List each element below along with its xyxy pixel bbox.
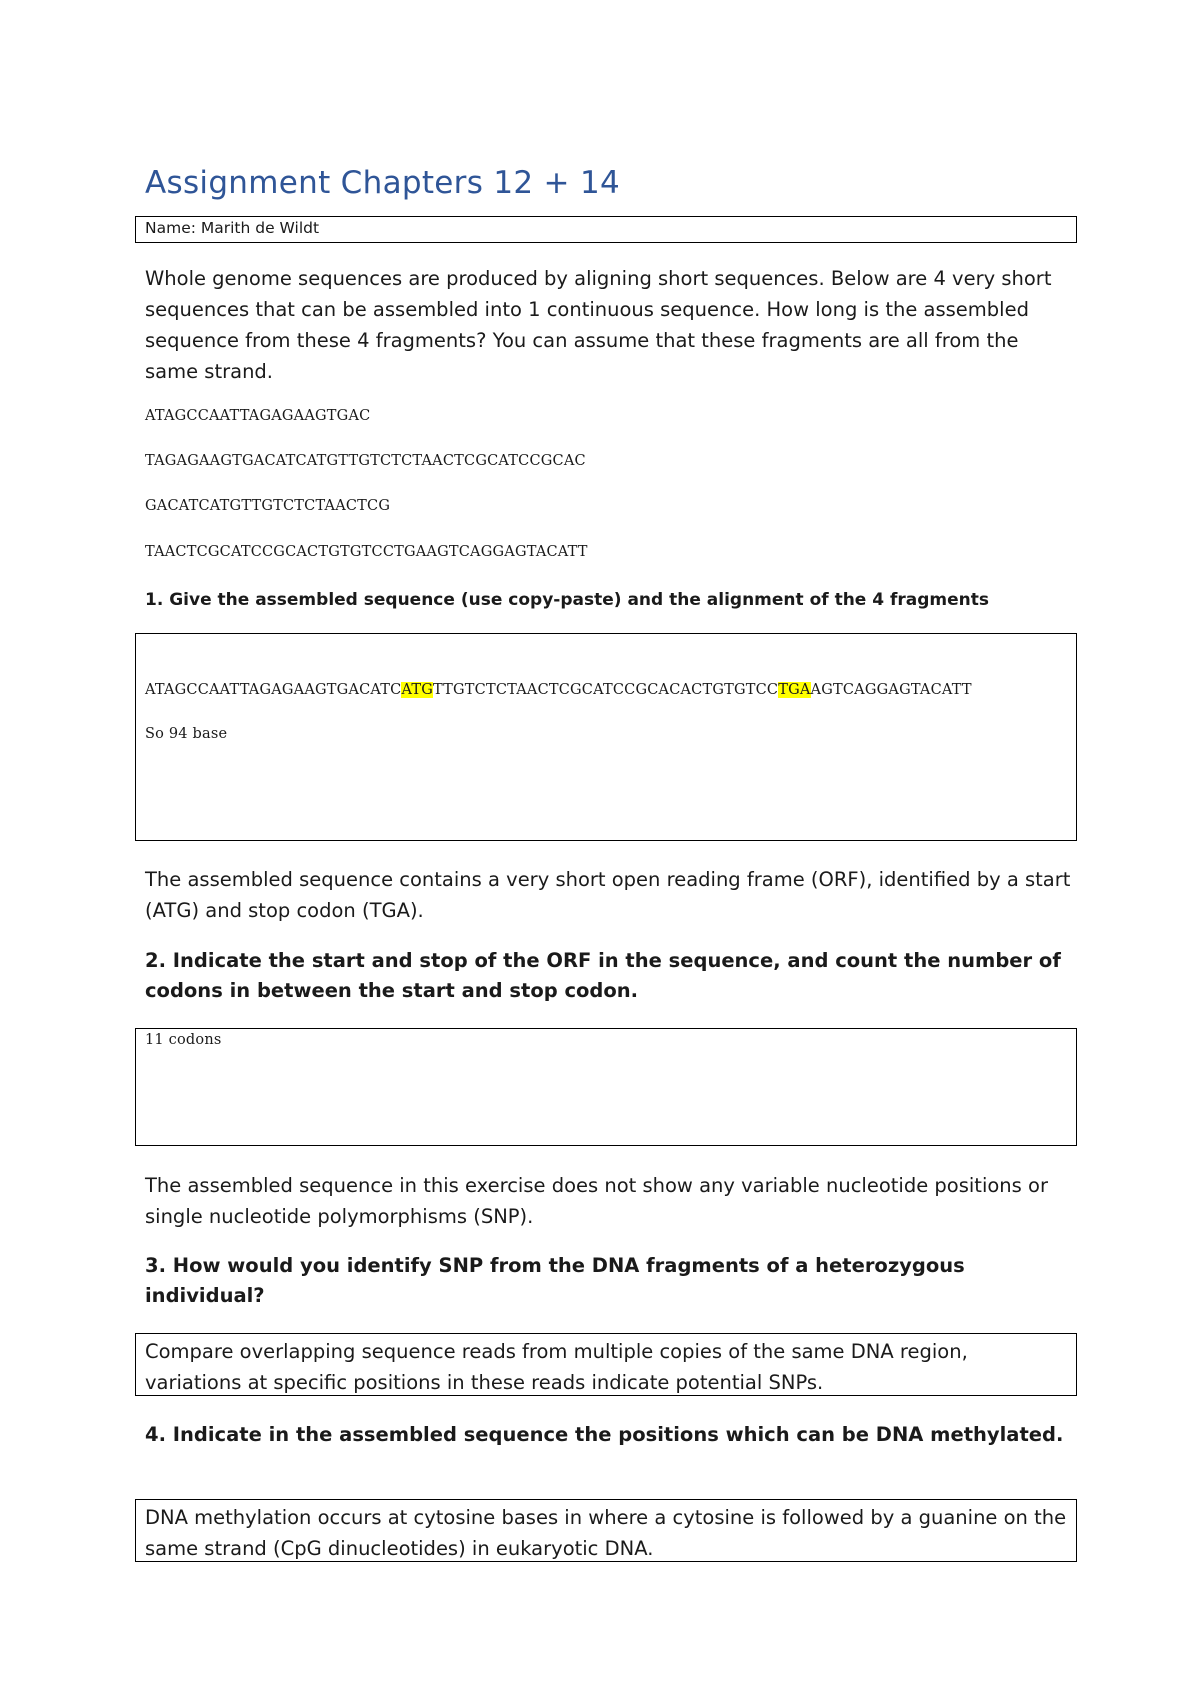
intro-paragraph: Whole genome sequences are produced by aligning short sequences. Below are 4 very short sequences that can be assembled into 1 continuous sequence. How long is the assembled sequence from these 4 fragments? You can assume that these fragments are all from the same strand.	[145, 267, 1052, 383]
name-box: Name: Marith de Wildt	[135, 216, 1077, 243]
question-1: 1. Give the assembled sequence (use copy-paste) and the alignment of the 4 fragments	[145, 590, 989, 610]
start-codon: ATG	[401, 682, 434, 698]
fragment-4: TAACTCGCATCCGCACTGTGTCCTGAAGTCAGGAGTACATT	[145, 544, 588, 560]
answer-3-box: Compare overlapping sequence reads from multiple copies of the same DNA region, variations at specific positions in these reads indicate potential SNPs.	[135, 1333, 1077, 1396]
fragment-3: GACATCATGTTGTCTCTAACTCG	[145, 498, 391, 514]
answer-1-box	[135, 633, 1077, 841]
assembled-sequence	[145, 682, 972, 698]
fragment-1: ATAGCCAATTAGAGAAGTGAC	[145, 408, 371, 424]
question-2: 2. Indicate the start and stop of the ORF in the sequence, and count the number of codons in between the start and stop codon.	[145, 949, 1061, 1002]
codon-count: 11 codons	[145, 1032, 222, 1048]
question-3: 3. How would you identify SNP from the DNA fragments of a heterozygous individual?	[145, 1254, 965, 1307]
snp-intro-paragraph: The assembled sequence in this exercise does not show any variable nucleotide positions or single nucleotide polymorphisms (SNP).	[145, 1174, 1048, 1228]
answer-4-box: DNA methylation occurs at cytosine bases in where a cytosine is followed by a guanine on the same strand (CpG dinucleotides) in eukaryotic DNA.	[135, 1499, 1077, 1562]
sequence-part-2: TTGTCTCTAACTCGCATCCGCACACTGTGTCC	[433, 682, 779, 698]
sequence-part-3: AGTCAGGAGTACATT	[810, 682, 972, 698]
sequence-part-1: ATAGCCAATTAGAGAAGTGACATC	[145, 682, 402, 698]
sequence-length-note: So 94 base	[145, 726, 228, 742]
page-title: Assignment Chapters 12 + 14	[145, 165, 620, 201]
stop-codon: TGA	[778, 682, 811, 698]
question-4: 4. Indicate in the assembled sequence the positions which can be DNA methylated.	[145, 1423, 1064, 1446]
orf-intro-paragraph: The assembled sequence contains a very short open reading frame (ORF), identified by a start (ATG) and stop codon (TGA).	[145, 868, 1071, 922]
answer-2-box	[135, 1028, 1077, 1146]
fragment-2: TAGAGAAGTGACATCATGTTGTCTCTAACTCGCATCCGCAC	[145, 453, 586, 469]
